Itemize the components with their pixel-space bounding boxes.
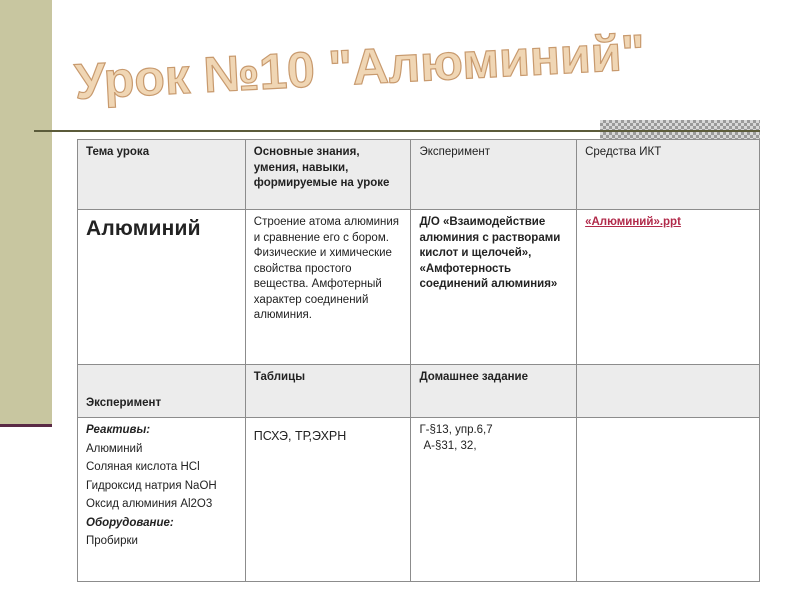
slide-title: [73, 22, 647, 112]
reagent-item: Соляная кислота HCl: [86, 461, 200, 474]
table-row-aluminium: [78, 210, 760, 365]
knowledge-cell: Строение атома алюминия и сравнение его с бором. Физические и химические свойства простого вещества. Амфотерный характер соединений алюминия.: [245, 210, 411, 365]
table-header-row: [78, 140, 760, 210]
subheader-empty: [577, 365, 760, 418]
homework-item: А-§31, 32,: [423, 439, 477, 452]
reagents-cell: [78, 418, 246, 582]
header-topic: Тема урока: [78, 140, 246, 210]
topic-cell: [78, 210, 246, 365]
subheader-experiment: Эксперимент: [78, 365, 246, 418]
experiment-cell: Д/О «Взаимодействие алюминия с растворами кислот и щелочей», «Амфотерность соединений алюминия»: [411, 210, 577, 365]
table-row-materials: [78, 418, 760, 582]
ict-cell: [577, 210, 760, 365]
reagent-item: Оксид алюминия Al2O3: [86, 498, 213, 511]
slide-title-text: Урок №10 "Алюминий": [73, 24, 647, 110]
subheader-homework: Домашнее задание: [411, 365, 577, 418]
header-knowledge: Основные знания, умения, навыки, формируемые на уроке: [245, 140, 411, 210]
horizontal-rule: [34, 130, 760, 132]
presentation-link[interactable]: «Алюминий».ppt: [585, 216, 681, 228]
equipment-item: Пробирки: [86, 535, 138, 548]
equipment-label: Оборудование:: [86, 516, 174, 529]
empty-cell: [577, 418, 760, 582]
left-decorative-band: [0, 0, 52, 426]
lesson-table: [77, 139, 760, 582]
reagent-item: Алюминий: [86, 442, 143, 455]
homework-cell: [411, 418, 577, 582]
homework-item: Г-§13, упр.6,7: [419, 424, 493, 436]
reagents-label: Реактивы:: [86, 424, 151, 436]
table-subheader-row: [78, 365, 760, 418]
header-experiment: Эксперимент: [411, 140, 577, 210]
left-band-accent-line: [0, 424, 52, 427]
tables-cell: ПСХЭ, ТР,ЭХРН: [245, 418, 411, 582]
reagent-item: Гидроксид натрия NaOH: [86, 479, 217, 492]
subheader-tables: Таблицы: [245, 365, 411, 418]
topic-aluminium: Алюминий: [86, 217, 201, 240]
header-ict: Средства ИКТ: [577, 140, 760, 210]
